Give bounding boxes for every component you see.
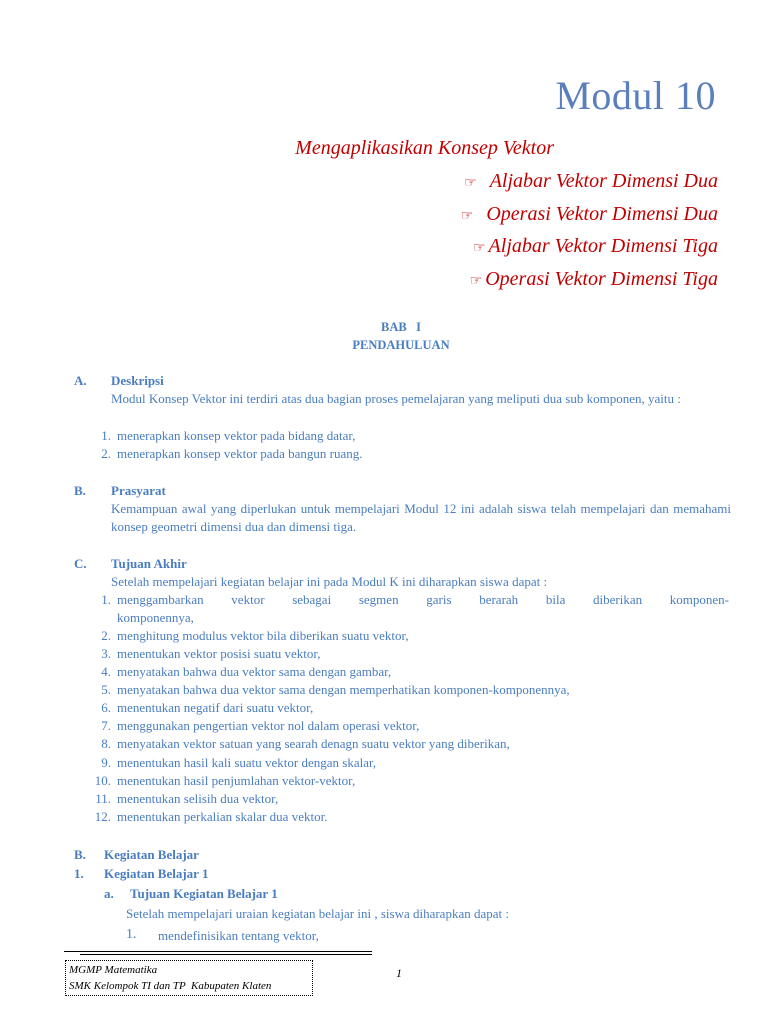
module-subtitle: Mengaplikasikan Konsep Vektor xyxy=(295,137,554,159)
list-item: 12. menentukan perkalian skalar dua vektor. xyxy=(94,809,328,824)
subsection-marker: 1. xyxy=(74,866,84,881)
topic-item: ☞ Aljabar Vektor Dimensi Tiga xyxy=(472,235,718,257)
topic-item: ☞ Operasi Vektor Dimensi Dua xyxy=(460,203,718,225)
footer-line-2: SMK Kelompok TI dan TP Kabupaten Klaten xyxy=(69,980,272,992)
hand-pointer-icon: ☞ xyxy=(460,209,474,224)
list-item: 8. menyatakan vektor satuan yang searah denagn suatu vektor yang diberikan, xyxy=(101,736,510,751)
subsubsection-heading: Tujuan Kegiatan Belajar 1 xyxy=(130,886,278,901)
section-heading: Deskripsi xyxy=(111,373,164,388)
list-item: 3. menentukan vektor posisi suatu vektor, xyxy=(101,646,321,661)
topic-item: ☞ Aljabar Vektor Dimensi Dua xyxy=(464,170,718,192)
section-heading: Kegiatan Belajar xyxy=(104,847,199,862)
chapter-label: BAB I xyxy=(381,320,421,334)
page-number: 1 xyxy=(396,966,402,980)
footer-line-1: MGMP Matematika xyxy=(69,964,158,976)
list-item: 7. menggunakan pengertian vektor nol dalam operasi vektor, xyxy=(101,718,420,733)
list-item: 5. menyatakan bahwa dua vektor sama dengan memperhatikan komponen-komponennya, xyxy=(101,682,570,697)
subsubsection-marker: a. xyxy=(104,886,114,901)
section-marker: C. xyxy=(74,556,87,571)
list-item: 2. menghitung modulus vektor bila diberikan suatu vektor, xyxy=(101,628,409,643)
list-item: 11. menentukan selisih dua vektor, xyxy=(95,791,279,806)
subsection-heading: Kegiatan Belajar 1 xyxy=(104,866,209,881)
list-item-continuation: komponennya, xyxy=(117,610,194,625)
chapter-name: PENDAHULUAN xyxy=(352,338,450,352)
section-text: Kemampuan awal yang diperlukan untuk mempelajari Modul 12 ini adalah siswa telah mempelajari dan memahami konsep geometri dimensi dua dan dimensi tiga. xyxy=(111,501,731,534)
list-item: 4. menyatakan bahwa dua vektor sama dengan gambar, xyxy=(101,664,392,679)
list-item: 6. menentukan negatif dari suatu vektor, xyxy=(101,700,314,715)
section-text: Setelah mempelajari kegiatan belajar ini pada Modul K ini diharapkan siswa dapat : xyxy=(111,574,548,589)
topic-item: ☞ Operasi Vektor Dimensi Tiga xyxy=(469,268,718,290)
list-item: 1. menerapkan konsep vektor pada bidang datar, xyxy=(101,428,356,443)
list-item-number: 1. xyxy=(126,927,137,942)
list-item: 2. menerapkan konsep vektor pada bangun ruang. xyxy=(101,446,363,461)
section-heading: Prasyarat xyxy=(111,483,166,498)
list-item: mendefinisikan tentang vektor, xyxy=(158,928,319,943)
section-marker: B. xyxy=(74,847,86,862)
list-item: 10. menentukan hasil penjumlahan vektor-vektor, xyxy=(94,773,356,788)
list-item: 1. menggambarkan vektor sebagai segmen garis berarah bila diberikan komponen- xyxy=(101,592,729,607)
footer-box xyxy=(65,960,313,996)
section-text: Modul Konsep Vektor ini terdiri atas dua bagian proses pemelajaran yang meliputi dua sub komponen, yaitu : xyxy=(111,391,681,406)
footer-divider xyxy=(80,954,372,955)
hand-pointer-icon: ☞ xyxy=(469,274,483,289)
section-heading: Tujuan Akhir xyxy=(111,556,187,571)
hand-pointer-icon: ☞ xyxy=(464,176,477,191)
section-text: Setelah mempelajari uraian kegiatan belajar ini , siswa diharapkan dapat : xyxy=(126,906,509,921)
hand-pointer-icon: ☞ xyxy=(472,241,486,256)
list-item: 9. menentukan hasil kali suatu vektor dengan skalar, xyxy=(101,755,377,770)
section-marker: A. xyxy=(74,373,87,388)
section-marker: B. xyxy=(74,483,86,498)
footer-divider xyxy=(64,951,372,952)
module-title: Modul 10 xyxy=(555,73,716,118)
